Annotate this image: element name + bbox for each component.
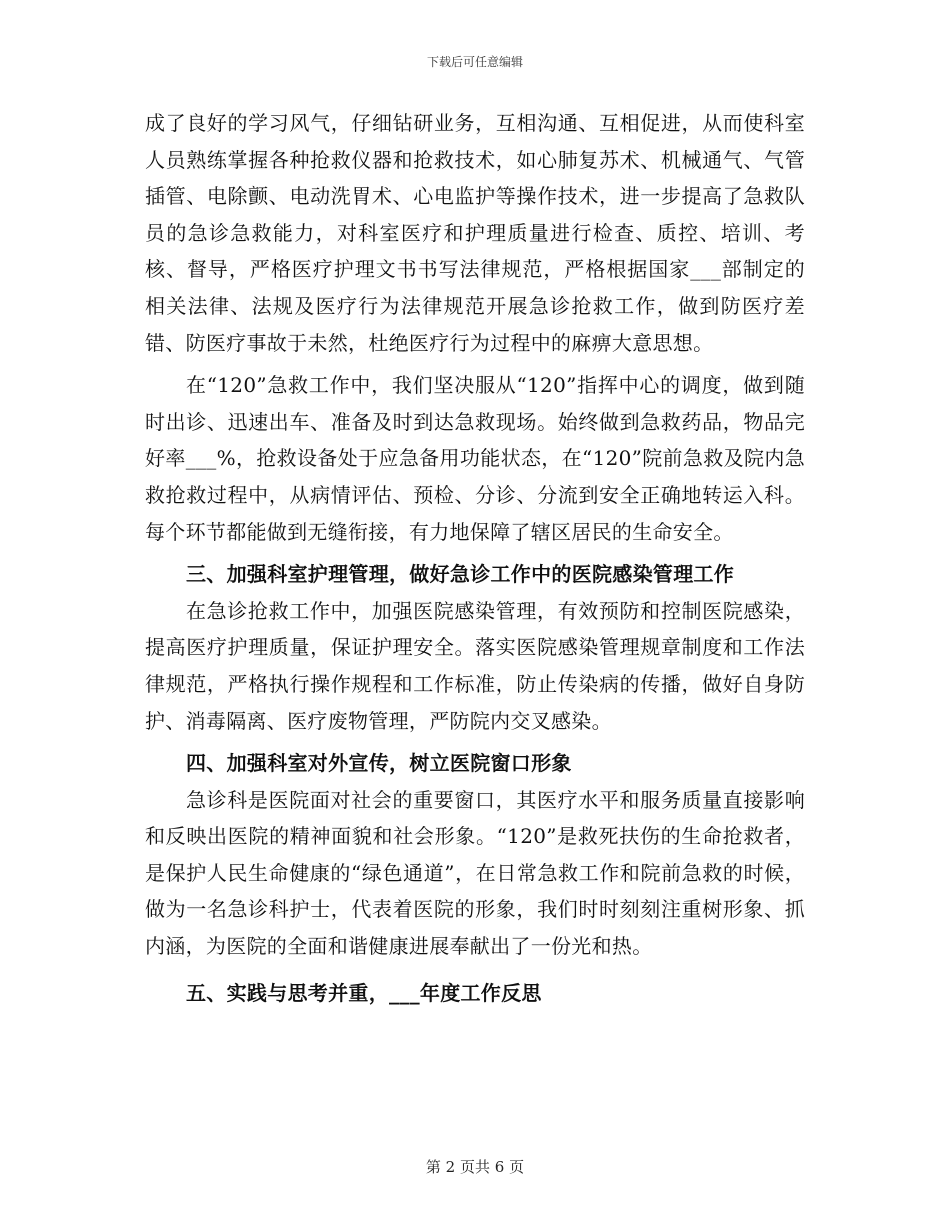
paragraph-1: 成了良好的学习风气，仔细钻研业务，互相沟通、互相促进，从而使科室人员熟练掌握各种抢救仪器和抢救技术，如心肺复苏术、机械通气、气管插管、电除颤、电动洗胃术、心电监护等操作技术，进一步提高了急救队员的急诊急救能力，对科室医疗和护理质量进行检查、质控、培训、考核、督导，严格医疗护理文书书写法律规范，严格根据国家___部制定的相关法律、法规及医疗行为法律规范开展急诊抢救工作，做到防医疗差错、防医疗事故于未然，杜绝医疗行为过程中的麻痹大意思想。 [145,111,805,355]
paragraph-3: 在急诊抢救工作中，加强医院感染管理，有效预防和控制医院感染，提高医疗护理质量，保证护理安全。落实医院感染管理规章制度和工作法律规范，严格执行操作规程和工作标准，防止传染病的传播，做好自身防护、消毒隔离、医疗废物管理，严防院内交叉感染。 [145,598,805,733]
section-heading-3: 三、加强科室护理管理，做好急诊工作中的医院感染管理工作 [186,562,735,587]
page-footer: 第 2 页共 6 页 [425,1158,525,1176]
paragraph-4: 急诊科是医院面对社会的重要窗口，其医疗水平和服务质量直接影响和反映出医院的精神面貌和社会形象。“120”是救死扶伤的生命抢救者，是保护人民生命健康的“绿色通道”，在日常急救工作和院前急救的时候，做为一名急诊科护士，代表着医院的形象，我们时时刻刻注重树形象、抓内涵，为医院的全面和谐健康进展奉献出了一份光和热。 [145,787,805,959]
section-heading-4: 四、加强科室对外宣传，树立医院窗口形象 [186,751,572,776]
page-header: 下载后可任意编辑 [426,55,523,69]
section-heading-5: 五、实践与思考并重，___年度工作反思 [186,980,542,1005]
paragraph-2: 在“120”急救工作中，我们坚决服从“120”指挥中心的调度，做到随时出诊、迅速出车、准备及时到达急救现场。始终做到急救药品，物品完好率___%，抢救设备处于应急备用功能状态，在“120”院前急救及院内急救抢救过程中，从病情评估、预检、分诊、分流到安全正确地转运入科。每个环节都能做到无缝衔接，有力地保障了辖区居民的生命安全。 [145,373,805,544]
document-body [145,105,805,1011]
